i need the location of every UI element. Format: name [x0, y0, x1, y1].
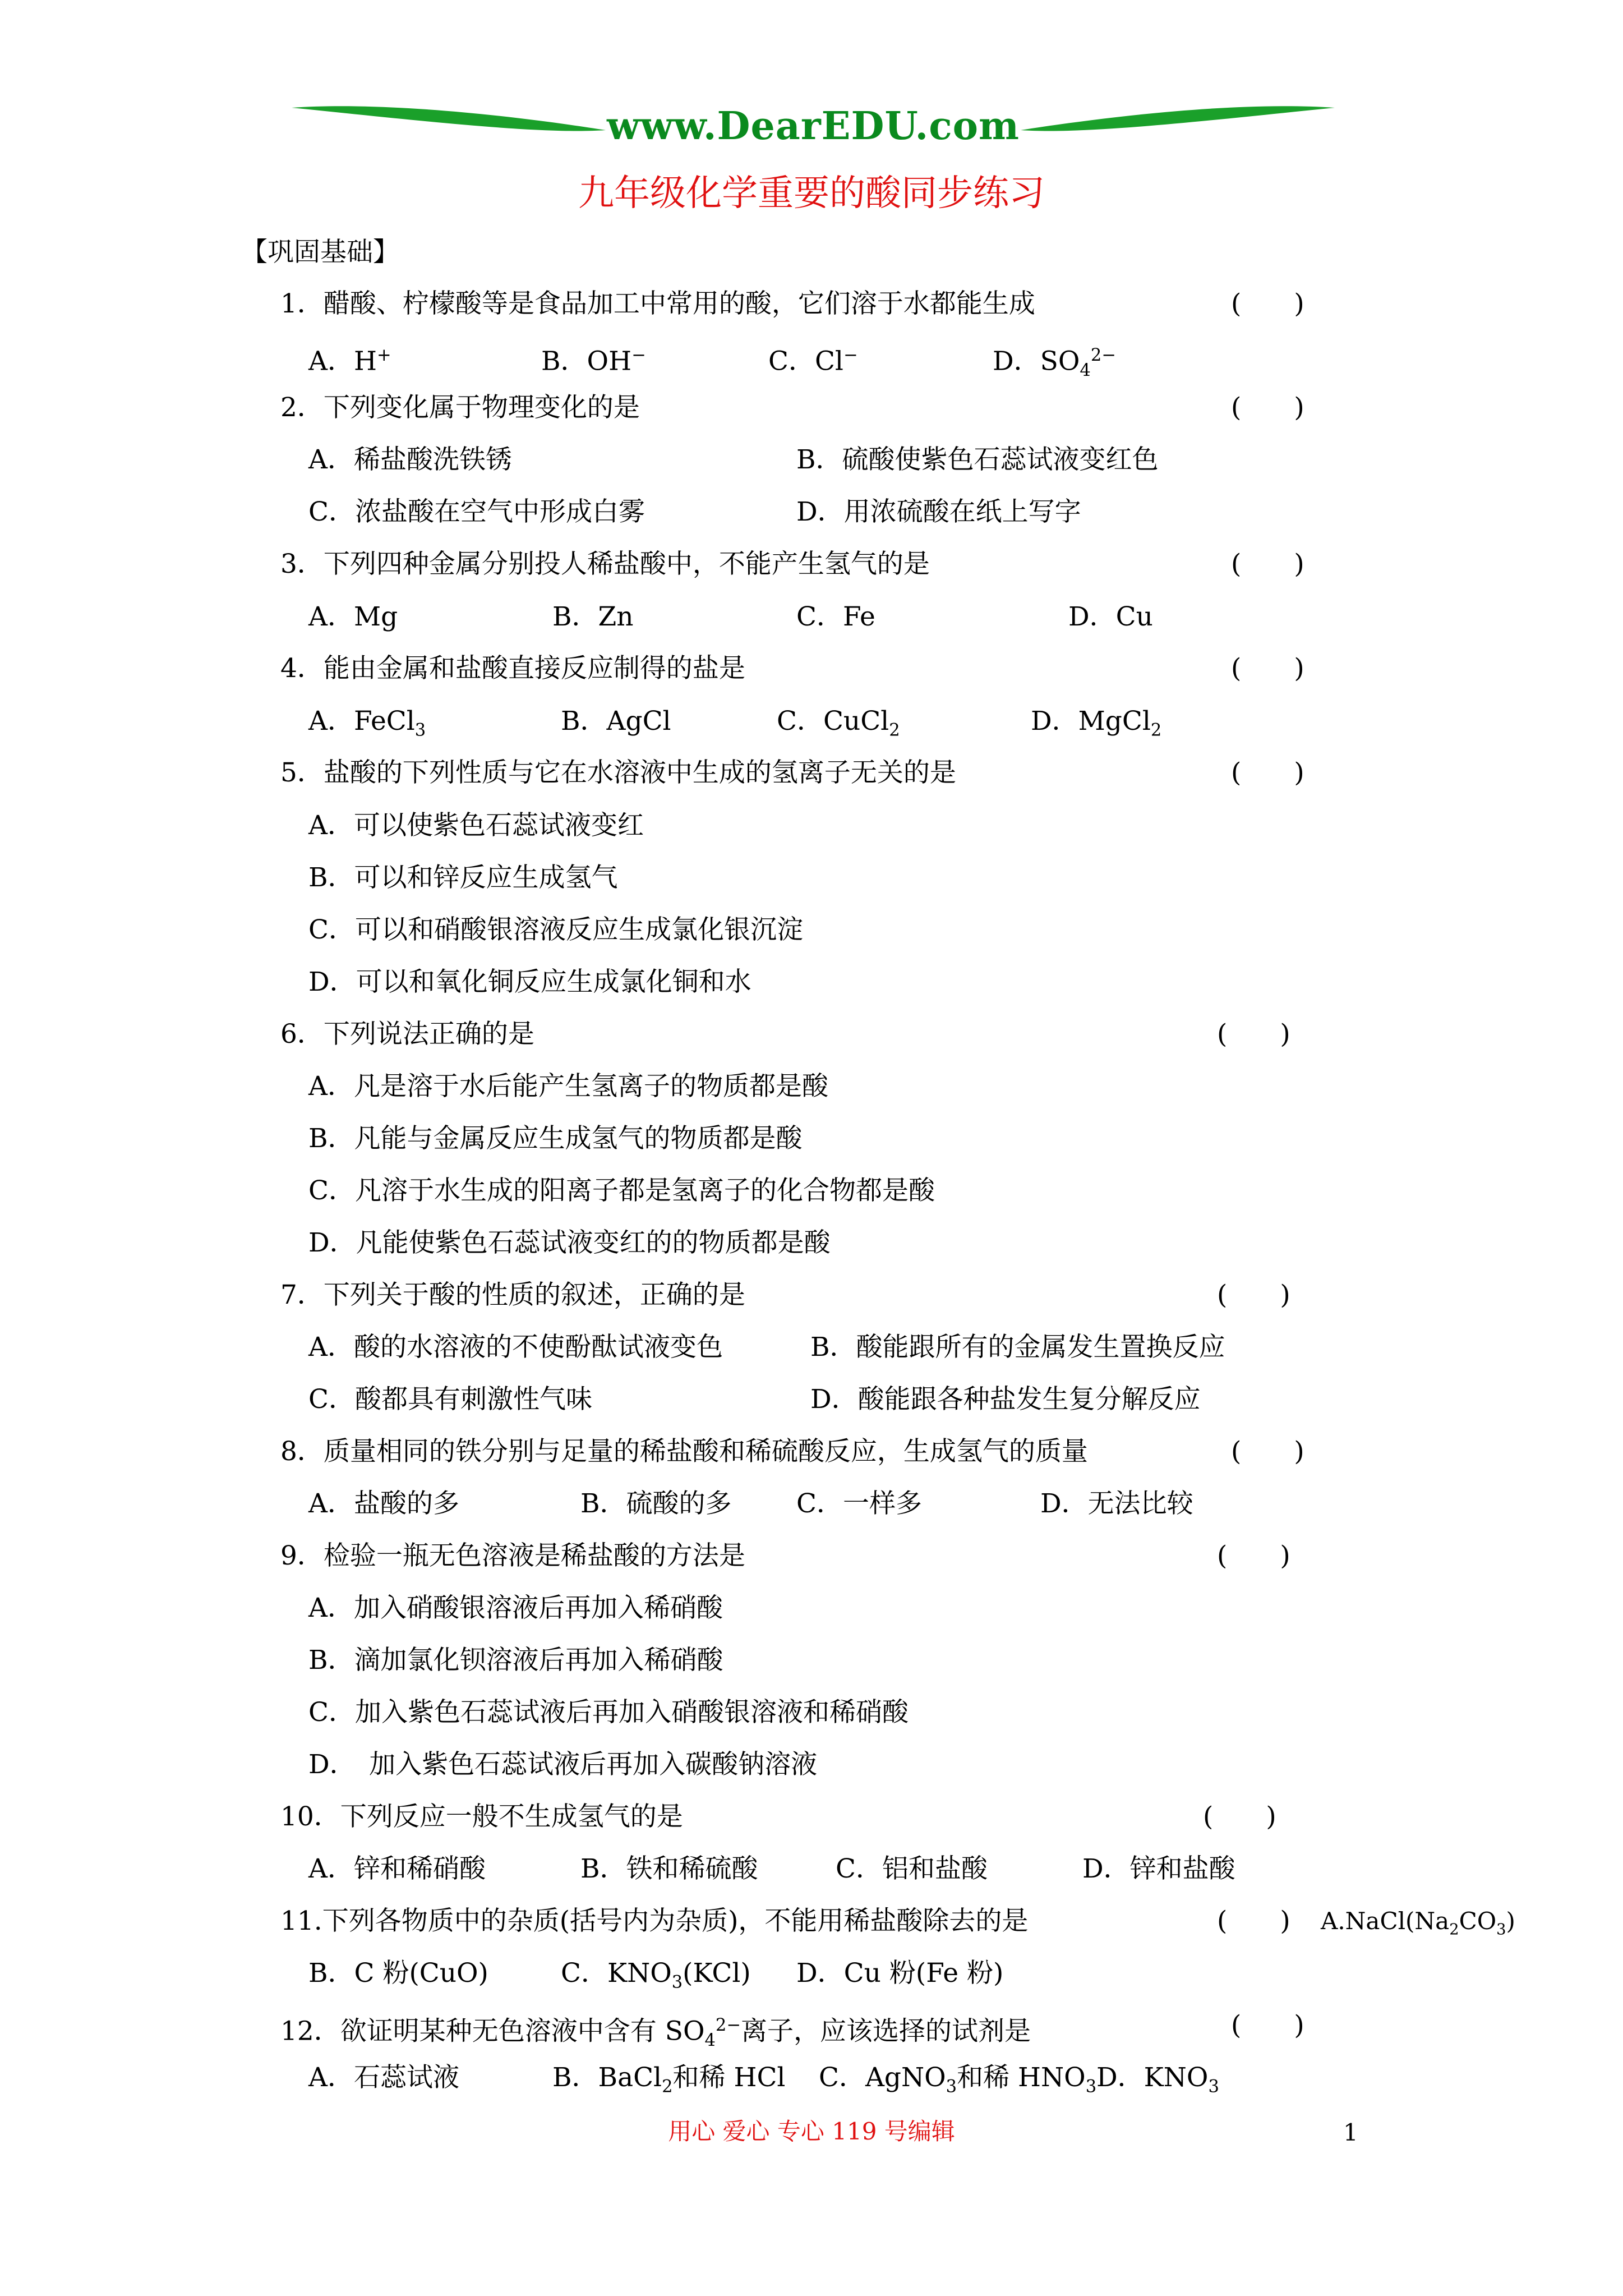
page-title: 九年级化学重要的酸同步练习	[578, 173, 1045, 214]
q9-option-b: B．滴加氯化钡溶液后再加入稀硝酸	[308, 1645, 723, 1676]
answer-blank-11: ( )	[1217, 1906, 1290, 1936]
q6-option-d: D．凡能使紫色石蕊试液变红的的物质都是酸	[308, 1227, 831, 1258]
q2-option-b: B．硫酸使紫色石蕊试液变红色	[796, 444, 1159, 475]
q2-option-d: D．用浓硫酸在纸上写字	[796, 496, 1081, 527]
question-8-stem: 8．质量相同的铁分别与足量的稀盐酸和稀硫酸反应，生成氢气的质量	[280, 1436, 1088, 1467]
question-12-stem: 12．欲证明某种无色溶液中含有 $SO_4^{2-}$离子，应该选择的试剂是	[280, 2016, 1031, 2051]
question-10-stem: 10．下列反应一般不生成氢气的是	[280, 1801, 683, 1832]
q7-option-d: D．酸能跟各种盐发生复分解反应	[810, 1384, 1201, 1415]
q11-option-d: D．Cu 粉(Fe 粉)	[796, 1958, 1004, 1989]
logo-text: www.DearEDU.com	[607, 104, 1020, 149]
q3-option-c: C．Fe	[796, 601, 875, 632]
answer-blank-10: ( )	[1203, 1801, 1276, 1832]
q7-option-a: A．酸的水溶液的不使酚酞试液变色	[308, 1332, 723, 1363]
q3-option-b: B．Zn	[552, 601, 634, 632]
q7-option-b: B．酸能跟所有的金属发生置换反应	[810, 1332, 1225, 1363]
q4-option-b: B．AgCl	[561, 706, 671, 737]
question-6-stem: 6．下列说法正确的是	[280, 1019, 534, 1050]
q6-option-c: C．凡溶于水生成的阳离子都是氢离子的化合物都是酸	[308, 1175, 935, 1206]
question-1-stem: 1．醋酸、柠檬酸等是食品加工中常用的酸，它们溶于水都能生成	[280, 288, 1035, 319]
q4-option-c: C．CuCl$_2$	[777, 706, 900, 740]
q1-option-a: A．H+	[308, 346, 391, 377]
q1-option-c: C．Cl−	[768, 346, 858, 377]
answer-blank-7: ( )	[1217, 1280, 1290, 1310]
q12-option-d: D．$KNO_3$	[1096, 2062, 1219, 2097]
answer-blank-6: ( )	[1217, 1019, 1290, 1050]
q6-option-b: B．凡能与金属反应生成氢气的物质都是酸	[308, 1123, 803, 1154]
answer-blank-5: ( )	[1231, 757, 1304, 788]
q1-option-d: D．$SO_4^{2-}$	[993, 346, 1116, 381]
answer-blank-8: ( )	[1231, 1436, 1304, 1467]
question-9-stem: 9．检验一瓶无色溶液是稀盐酸的方法是	[280, 1540, 745, 1571]
q5-option-c: C．可以和硝酸银溶液反应生成氯化银沉淀	[308, 914, 803, 945]
question-11-stem: 11.下列各物质中的杂质(括号内为杂质)，不能用稀盐酸除去的是	[280, 1906, 1029, 1936]
section-heading: 【巩固基础】	[241, 237, 399, 268]
q10-option-b: B．铁和稀硫酸	[580, 1853, 758, 1884]
answer-blank-2: ( )	[1231, 392, 1304, 423]
q11-option-c: C．$KNO_3(KCl)$	[561, 1958, 751, 1993]
q5-option-d: D．可以和氧化铜反应生成氯化铜和水	[308, 967, 751, 997]
q9-option-d: D． 加入紫色石蕊试液后再加入碳酸钠溶液	[308, 1749, 818, 1780]
q7-option-c: C．酸都具有刺激性气味	[308, 1384, 592, 1415]
q12-option-c: C．AgNO$_3$和稀 $HNO_3$	[819, 2062, 1097, 2097]
answer-blank-1: ( )	[1231, 288, 1304, 319]
q5-option-b: B．可以和锌反应生成氢气	[308, 862, 618, 893]
question-2-stem: 2．下列变化属于物理变化的是	[280, 392, 640, 423]
answer-blank-12: ( )	[1231, 2010, 1304, 2041]
q1-option-b: B．OH−	[541, 346, 646, 377]
page-number: 1	[1343, 2119, 1358, 2146]
question-4-stem: 4．能由金属和盐酸直接反应制得的盐是	[280, 653, 745, 684]
q2-option-a: A．稀盐酸洗铁锈	[308, 444, 512, 475]
q3-option-d: D．Cu	[1068, 601, 1153, 632]
q6-option-a: A．凡是溶于水后能产生氢离子的物质都是酸	[308, 1071, 828, 1102]
q10-option-d: D．锌和盐酸	[1082, 1853, 1235, 1884]
question-3-stem: 3．下列四种金属分别投人稀盐酸中，不能产生氢气的是	[280, 549, 930, 579]
q2-option-c: C．浓盐酸在空气中形成白雾	[308, 496, 645, 527]
footer-text: 用心 爱心 专心 119 号编辑	[668, 2118, 955, 2145]
q8-option-a: A．盐酸的多	[308, 1488, 459, 1519]
q12-option-b: B．BaCl$_2$和稀 HCl	[552, 2062, 786, 2097]
question-5-stem: 5．盐酸的下列性质与它在水溶液中生成的氢离子无关的是	[280, 757, 956, 788]
q8-option-d: D．无法比较	[1040, 1488, 1193, 1519]
q12-option-a: A．石蕊试液	[308, 2062, 459, 2093]
q4-option-d: D．MgCl$_2$	[1031, 706, 1162, 740]
q11-option-b: B．C 粉(CuO)	[308, 1958, 488, 1989]
q10-option-c: C．铝和盐酸	[836, 1853, 988, 1884]
q11-option-a: $A.NaCl(Na_2CO_3)$	[1321, 1907, 1515, 1939]
q8-option-b: B．硫酸的多	[580, 1488, 732, 1519]
q5-option-a: A．可以使紫色石蕊试液变红	[308, 810, 644, 841]
q8-option-c: C．一样多	[796, 1488, 922, 1519]
answer-blank-9: ( )	[1217, 1540, 1290, 1571]
q4-option-a: A．FeCl$_3$	[308, 706, 426, 740]
answer-blank-4: ( )	[1231, 653, 1304, 684]
question-7-stem: 7．下列关于酸的性质的叙述，正确的是	[280, 1280, 745, 1310]
q9-option-a: A．加入硝酸银溶液后再加入稀硝酸	[308, 1593, 723, 1623]
header-logo	[292, 95, 1335, 157]
q3-option-a: A．Mg	[308, 601, 398, 632]
q9-option-c: C．加入紫色石蕊试液后再加入硝酸银溶液和稀硝酸	[308, 1697, 909, 1728]
q10-option-a: A．锌和稀硝酸	[308, 1853, 486, 1884]
answer-blank-3: ( )	[1231, 549, 1304, 579]
